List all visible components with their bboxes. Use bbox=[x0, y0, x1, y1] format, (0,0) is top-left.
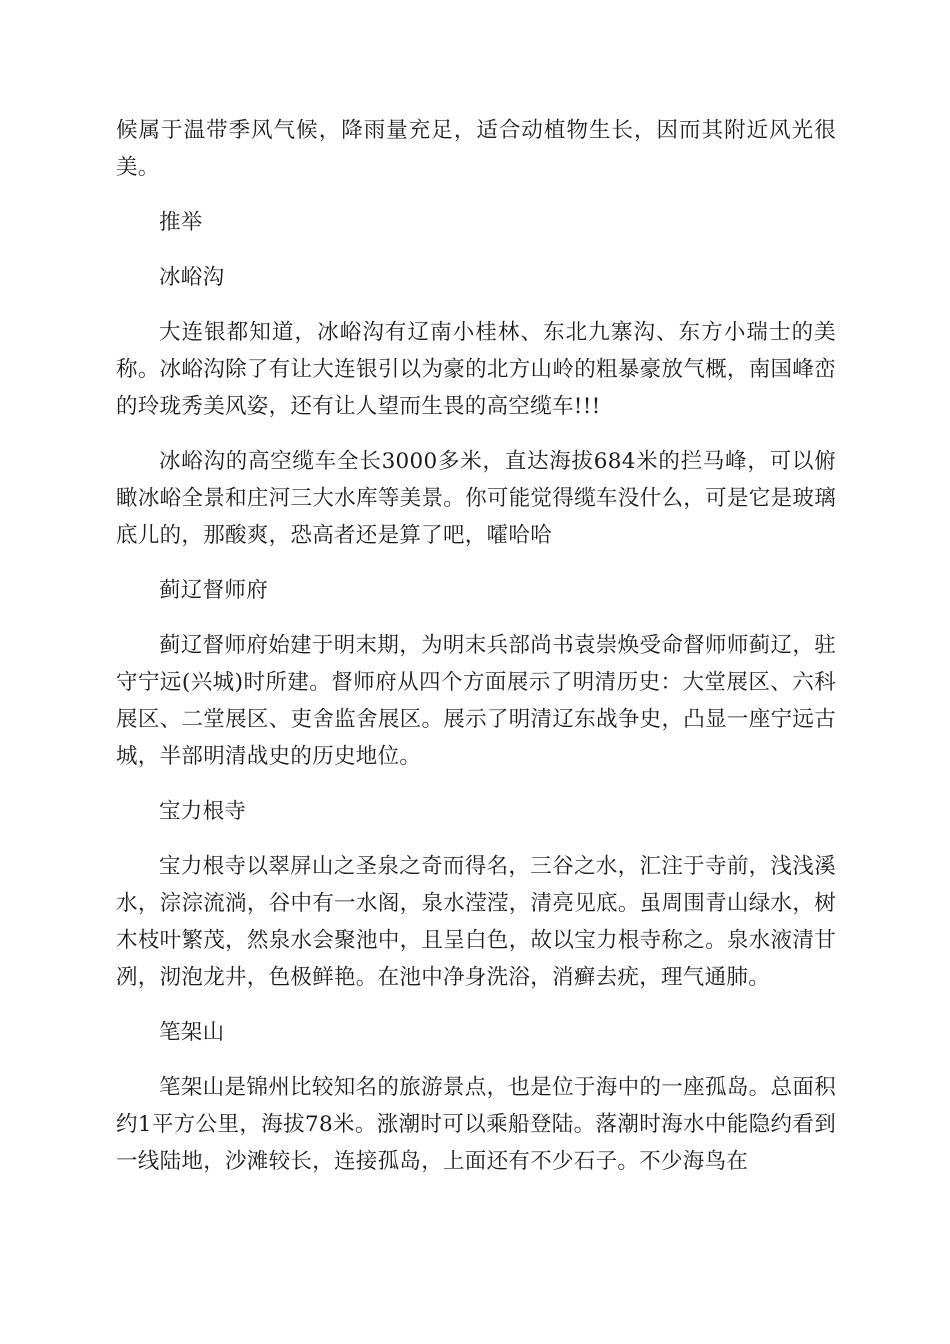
document-body bbox=[116, 112, 836, 1198]
section-heading-recommend: 推举 bbox=[159, 210, 203, 235]
section-heading-bijiashan: 笔架山 bbox=[159, 1020, 225, 1045]
section-heading-baoligen-temple: 宝力根寺 bbox=[159, 799, 247, 824]
paragraph-bijiashan: 笔架山是锦州比较知名的旅游景点，也是位于海中的一座孤岛。总面积约1平方公里，海拔78米。涨潮时可以乘船登陆。落潮时海水中能隐约看到一线陆地，沙滩较长，连接孤岛，上面还有不少石子。不少海鸟在 bbox=[116, 1075, 836, 1174]
section-heading-jiliao-dushifu: 蓟辽督师府 bbox=[159, 578, 269, 603]
paragraph-bingyugou-intro: 大连银都知道，冰峪沟有辽南小桂林、东北九寨沟、东方小瑞士的美称。冰峪沟除了有让大连银引以为豪的北方山岭的粗暴豪放气概，南国峰峦的玲珑秀美风姿，还有让人望而生畏的高空缆车!!! bbox=[116, 320, 836, 419]
paragraph-bingyugou-cablecar: 冰峪沟的高空缆车全长3000多米，直达海拔684米的拦马峰，可以俯瞰冰峪全景和庄河三大水库等美景。你可能觉得缆车没什么，可是它是玻璃底儿的，那酸爽，恐高者还是算了吧，嚯哈哈 bbox=[116, 449, 836, 548]
paragraph-jiliao-dushifu: 蓟辽督师府始建于明末期，为明末兵部尚书袁崇焕受命督师师蓟辽，驻守宁远(兴城)时所建。督师府从四个方面展示了明清历史：大堂展区、六科展区、二堂展区、吏舍监舍展区。展示了明清辽东战争史，凸显一座宁远古城，半部明清战史的历史地位。 bbox=[116, 633, 836, 769]
paragraph-baoligen-temple: 宝力根寺以翠屏山之圣泉之奇而得名，三谷之水，汇注于寺前，浅浅溪水，淙淙流淌，谷中有一水阁，泉水滢滢，清亮见底。虽周围青山绿水，树木枝叶繁茂，然泉水会聚池中，且呈白色，故以宝力根寺称之。泉水液清甘冽，沏泡龙井，色极鲜艳。在池中净身洗浴，消癣去疣，理气通肺。 bbox=[116, 854, 836, 990]
section-heading-bingyugou: 冰峪沟 bbox=[159, 265, 225, 290]
paragraph-continued: 候属于温带季风气候，降雨量充足，适合动植物生长，因而其附近风光很美。 bbox=[116, 118, 836, 180]
